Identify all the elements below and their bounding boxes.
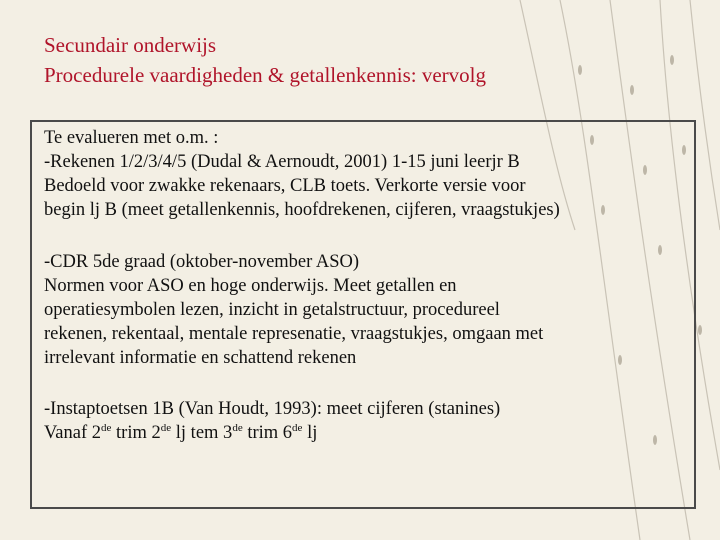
instap-line-2	[44, 421, 690, 445]
title-line-1: Secundair onderwijs	[44, 33, 217, 57]
instap-part-5: lj	[302, 423, 318, 443]
instap-sup-3: de	[232, 421, 243, 434]
instap-line-1: -Instaptoetsen 1B (Van Houdt, 1993): meet cijferen (stanines)	[44, 399, 501, 419]
slide-title	[44, 30, 486, 90]
instap-sup-1: de	[101, 421, 112, 434]
instap-part-4: trim 6	[242, 423, 293, 443]
cdr-line-5: irrelevant informatie en schattend rekenen	[44, 348, 357, 368]
cdr-line-2: Normen voor ASO en hoge onderwijs. Meet getallen en	[44, 276, 457, 296]
cdr-line-4: rekenen, rekentaal, mentale represenatie, vraagstukjes, omgaan met	[44, 324, 544, 344]
rekenen-line-2: Bedoeld voor zwakke rekenaars, CLB toets. Verkorte versie voor	[44, 176, 526, 196]
instap-sup-4: de	[292, 421, 303, 434]
instap-sup-2: de	[160, 421, 172, 434]
rekenen-line-3: begin lj B (meet getallenkennis, hoofdrekenen, cijferen, vraagstukjes)	[44, 200, 560, 220]
intro-line: Te evalueren met o.m. :	[44, 128, 219, 148]
cdr-line-1: -CDR 5de graad (oktober-november ASO)	[44, 252, 360, 272]
content-box	[30, 120, 696, 509]
instap-part-2: trim 2	[111, 423, 161, 443]
cdr-line-3: operatiesymbolen lezen, inzicht in getalstructuur, procedureel	[44, 300, 500, 320]
title-line-2: Procedurele vaardigheden & getallenkennis: vervolg	[44, 63, 487, 87]
instap-part-3: lj tem 3	[171, 423, 233, 443]
rekenen-line-1: -Rekenen 1/2/3/4/5 (Dudal & Aernoudt, 2001) 1-15 juni leerjr B	[44, 152, 520, 172]
instap-part-1: Vanaf 2	[44, 423, 102, 443]
content-text	[44, 126, 690, 445]
